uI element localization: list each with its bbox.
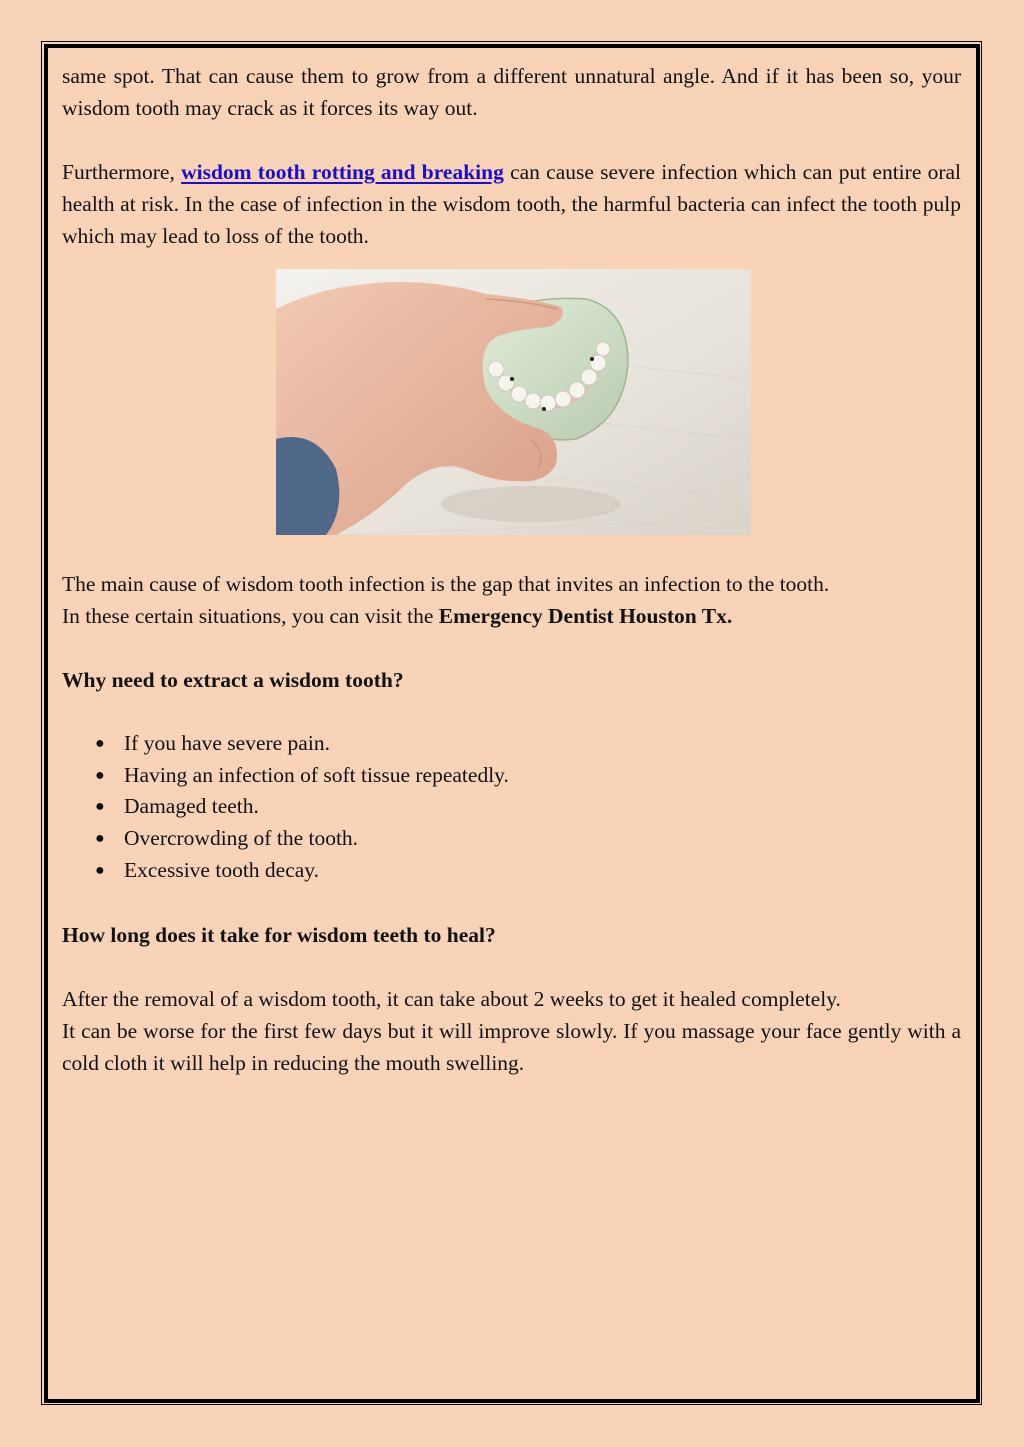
- reason-text: Damaged teeth.: [124, 794, 259, 819]
- heading-why-extract: Why need to extract a wisdom tooth?: [62, 668, 404, 692]
- list-item: [62, 823, 961, 855]
- paragraph-healing-tips: It can be worse for the first few days but it will improve slowly. If you massage your face gently with a cold cloth it will help in reducing the mouth swelling.: [62, 1018, 961, 1075]
- denture-model-photo: [276, 269, 751, 535]
- photo-container: [62, 269, 961, 535]
- reason-text: Overcrowding of the tooth.: [124, 826, 359, 851]
- paragraph-main-cause: [62, 568, 961, 632]
- paragraph-crack-risk: same spot. That can cause them to grow from a different unnatural angle. And if it has been so, your wisdom tooth may crack as it forces its way out.: [62, 64, 961, 120]
- bullet-icon: ●: [95, 830, 105, 848]
- list-item: [62, 728, 961, 760]
- list-item: [62, 855, 961, 887]
- emergency-prefix: In these certain situations, you can visit the: [62, 604, 439, 628]
- reason-text: Excessive tooth decay.: [124, 857, 320, 882]
- wisdom-tooth-rotting-link[interactable]: wisdom tooth rotting and breaking: [181, 160, 504, 184]
- bullet-icon: ●: [95, 735, 105, 752]
- reason-text: If you have severe pain.: [124, 731, 330, 755]
- extraction-reasons-list: [62, 728, 961, 887]
- paragraph-infection-suffix: can cause severe infection which can put entire oral health at risk. In the case of infection in the wisdom tooth, the harmful bacteria can infect the tooth pulp which may lead to loss of the tooth.: [62, 160, 962, 248]
- emergency-dentist-name: Emergency Dentist Houston Tx.: [438, 604, 733, 628]
- paragraph-infection-risk: [62, 156, 961, 252]
- reason-text: Having an infection of soft tissue repeatedly.: [124, 762, 509, 787]
- list-item: [62, 760, 961, 792]
- paragraph-healing-duration: After the removal of a wisdom tooth, it can take about 2 weeks to get it healed completely.: [62, 986, 841, 1011]
- list-item: [62, 791, 961, 823]
- main-cause-line: The main cause of wisdom tooth infection is the gap that invites an infection to the tooth.: [62, 572, 830, 596]
- paragraph-infection-prefix: Furthermore,: [62, 160, 182, 184]
- bullet-icon: ●: [95, 766, 105, 784]
- document-body: [62, 60, 961, 1079]
- bullet-icon: ●: [95, 861, 105, 879]
- heading-healing-time: How long does it take for wisdom teeth to heal?: [62, 922, 496, 947]
- bullet-icon: ●: [95, 798, 105, 816]
